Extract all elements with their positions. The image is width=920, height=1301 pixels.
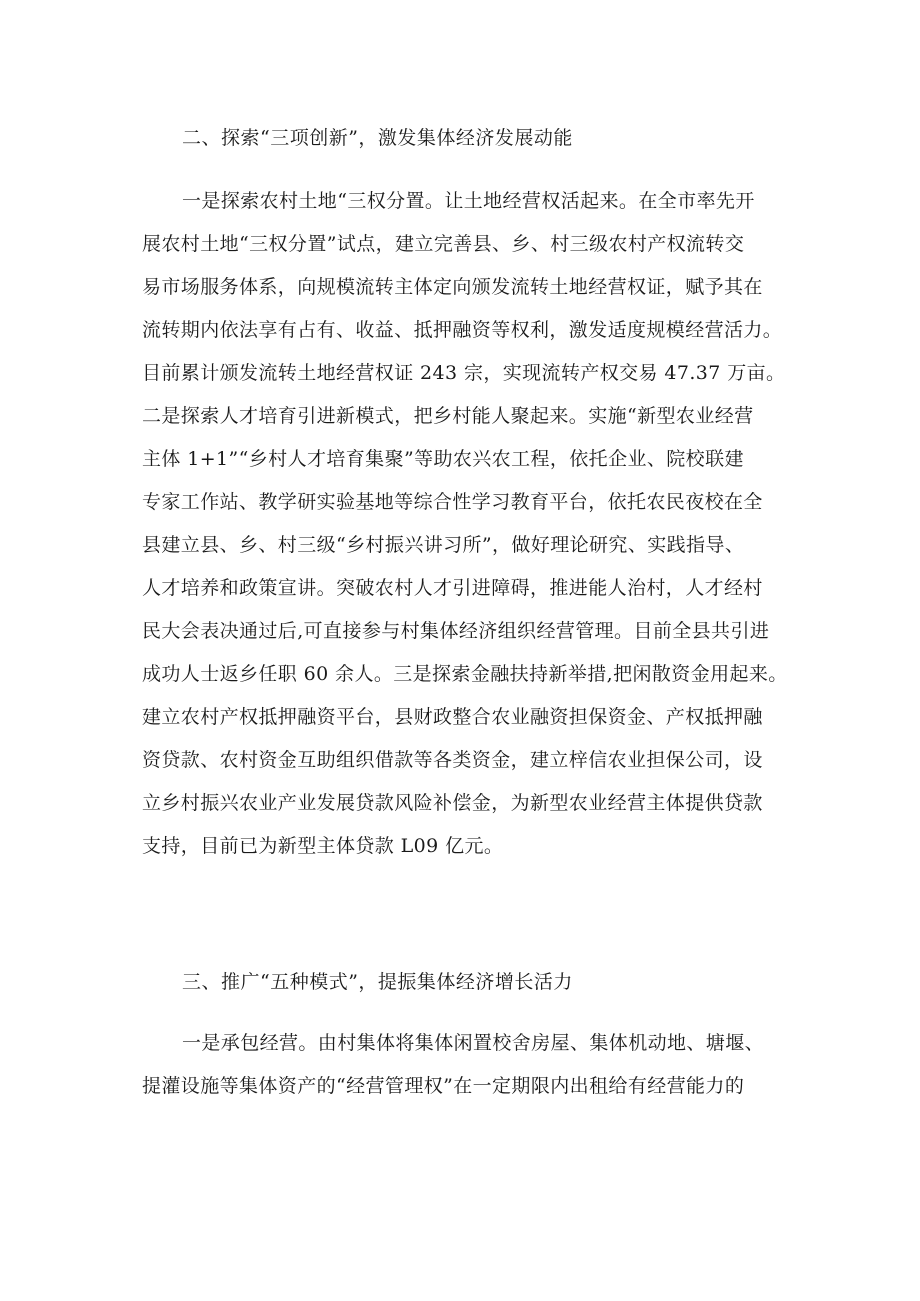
paragraph-line: 民大会表决通过后,可直接参与村集体经济组织经营管理。目前全县共引进 [142, 620, 770, 642]
paragraph-line: 展农村土地“三权分置”试点，建立完善县、乡、村三级农村产权流转交 [142, 233, 745, 255]
paragraph-line: 目前累计颁发流转土地经营权证 243 宗，实现流转产权交易 47.37 万亩。 [142, 362, 786, 384]
paragraph-line: 专家工作站、教学研实验基地等综合性学习教育平台，依托农民夜校在全 [142, 491, 763, 513]
paragraph-line: 人才培养和政策宣讲。突破农村人才引进障碍，推进能人治村，人才经村 [142, 577, 763, 599]
paragraph-line: 流转期内依法享有占有、收益、抵押融资等权利，激发适度规模经营活力。 [142, 319, 783, 341]
section-heading-3: 三、推广“五种模式”，提振集体经济增长活力 [182, 971, 573, 993]
paragraph-line: 一是探索农村土地“三权分置。让土地经营权活起来。在全市率先开 [182, 190, 755, 212]
paragraph-line: 资贷款、农村资金互助组织借款等各类资金，建立梓信农业担保公司，设 [142, 749, 763, 771]
paragraph-line: 支持，目前已为新型主体贷款 L09 亿元。 [142, 835, 504, 857]
paragraph-line: 立乡村振兴农业产业发展贷款风险补偿金，为新型农业经营主体提供贷款 [142, 792, 763, 814]
paragraph-line: 提灌设施等集体资产的“经营管理权”在一定期限内出租给有经营能力的 [142, 1075, 745, 1097]
paragraph-line: 易市场服务体系，向规模流转主体定向颁发流转土地经营权证，赋予其在 [142, 276, 763, 298]
paragraph-line: 成功人士返乡任职 60 余人。三是探索金融扶持新举措,把闲散资金用起来。 [142, 663, 788, 685]
paragraph-line: 建立农村产权抵押融资平台，县财政整合农业融资担保资金、产权抵押融 [142, 706, 763, 728]
paragraph-line: 主体 1+1”“乡村人才培育集聚”等助农兴农工程，依托企业、院校联建 [142, 448, 744, 470]
section-heading-2: 二、探索“三项创新”，激发集体经济发展动能 [182, 127, 573, 149]
paragraph-line: 一是承包经营。由村集体将集体闲置校舍房屋、集体机动地、塘堰、 [182, 1032, 765, 1054]
paragraph-line: 县建立县、乡、村三级“乡村振兴讲习所”，做好理论研究、实践指导、 [142, 534, 745, 556]
section-3-paragraph [142, 1022, 790, 1108]
paragraph-line: 二是探索人才培育引进新模式，把乡村能人聚起来。实施“新型农业经营 [142, 405, 754, 427]
section-2-paragraph [142, 180, 790, 868]
